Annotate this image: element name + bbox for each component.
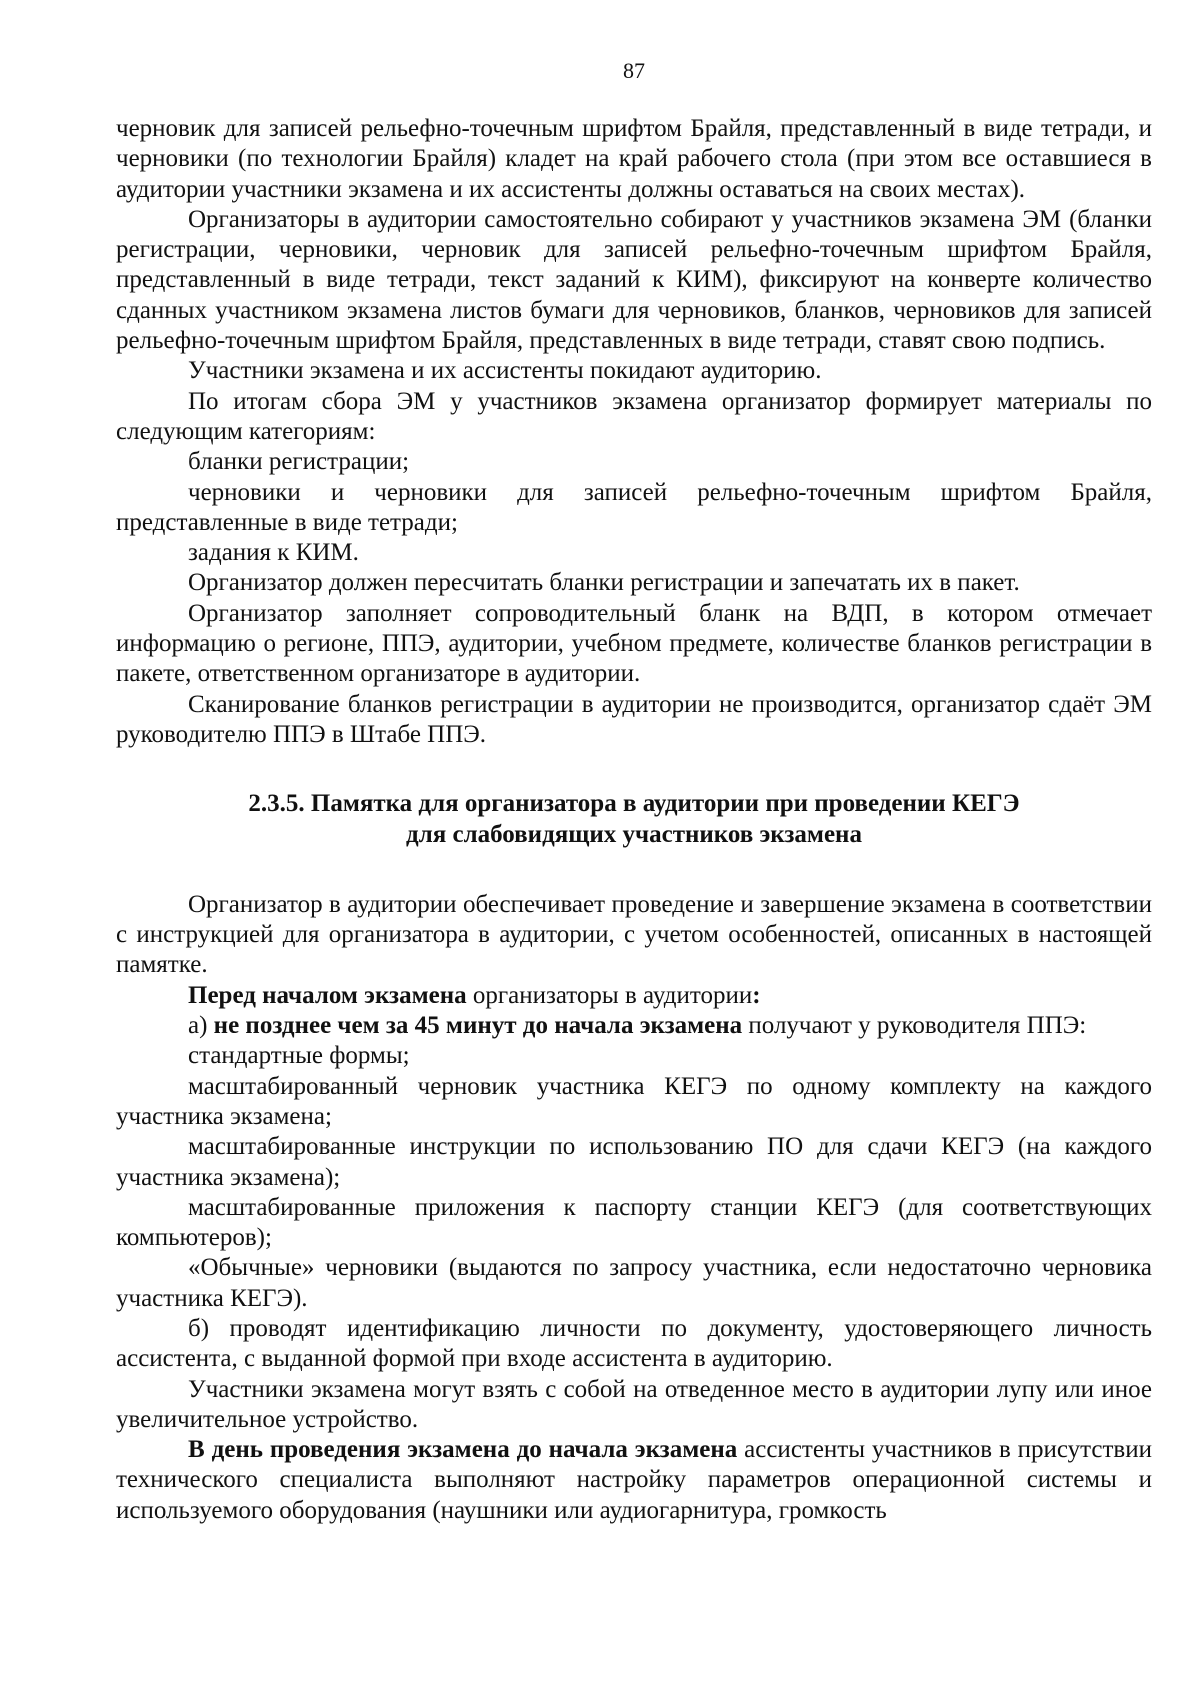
list-item: задания к КИМ. [188,539,359,567]
paragraph [116,1435,1152,1526]
section-heading-line: 2.3.5. Памятка для организатора в аудитории при проведении КЕГЭ [248,790,1020,818]
bold-phrase: Перед началом экзамена [188,981,467,1009]
paragraph: Участники экзамена и их ассистенты покидают аудиторию. [188,357,822,385]
paragraph [116,981,1152,1011]
section-heading [116,789,1152,850]
section-heading-line: для слабовидящих участников экзамена [406,820,862,848]
paragraph: Участники экзамена могут взять с собой на отведенное место в аудитории лупу или иное увеличительное устройство. [116,1375,1152,1433]
list-item: черновики и черновики для записей рельефно-точечным шрифтом Брайля, представленные в виде тетради; [116,478,1152,536]
bold-colon: : [752,981,761,1009]
paragraph: Организаторы в аудитории самостоятельно собирают у участников экзамена ЭМ (бланки регистрации, черновики, черновик для записей рельефно-точечным шрифтом Брайля, представленный в виде тетради, текст заданий к КИМ), фиксируют на конверте количество сданных участником экзамена листов бумаги для черновиков, бланков, черновиков для записей рельефно-точечным шрифтом Брайля, представленных в виде тетради, ставят свою подпись. [116,205,1152,355]
text-span: получают у руководителя ППЭ: [742,1012,1087,1040]
page-content [116,58,1152,1526]
list-item: масштабированный черновик участника КЕГЭ по одному комплекту на каждого участника экзамена; [116,1072,1152,1130]
list-item: масштабированные инструкции по использованию ПО для сдачи КЕГЭ (на каждого участника экзамена); [116,1133,1152,1191]
bold-phrase: В день проведения экзамена до начала экзамена [188,1436,738,1464]
paragraph: Организатор заполняет сопроводительный бланк на ВДП, в котором отмечает информацию о регионе, ППЭ, аудитории, учебном предмете, количестве бланков регистрации в пакете, ответственном организаторе в аудитории. [116,599,1152,688]
bold-phrase: не позднее чем за 45 минут до начала экзамена [213,1012,743,1040]
paragraph: По итогам сбора ЭМ у участников экзамена организатор формирует материалы по следующим категориям: [116,387,1152,445]
list-item [116,1011,1152,1041]
paragraph: Организатор должен пересчитать бланки регистрации и запечатать их в пакет. [188,569,1020,597]
page-number: 87 [623,58,645,83]
text-span: а) [188,1012,214,1040]
paragraph: Организатор в аудитории обеспечивает проведение и завершение экзамена в соответствии с инструкцией для организатора в аудитории, с учетом особенностей, описанных в настоящей памятке. [116,890,1152,979]
paragraph: Сканирование бланков регистрации в аудитории не производится, организатор сдаёт ЭМ руководителю ППЭ в Штабе ППЭ. [116,690,1152,748]
paragraph: черновик для записей рельефно-точечным шрифтом Брайля, представленный в виде тетради, и черновики (по технологии Брайля) кладет на край рабочего стола (при этом все оставшиеся в аудитории участники экзамена и их ассистенты должны оставаться на своих местах). [116,115,1152,203]
list-item: бланки регистрации; [188,448,410,476]
list-item: масштабированные приложения к паспорту станции КЕГЭ (для соответствующих компьютеров); [116,1193,1152,1252]
text-span: организаторы в аудитории [466,981,753,1009]
list-item: «Обычные» черновики (выдаются по запросу участника, если недостаточно черновика участника КЕГЭ). [116,1254,1152,1312]
paragraph: б) проводят идентификацию личности по документу, удостоверяющего личность ассистента, с выданной формой при входе ассистента в аудиторию. [116,1314,1152,1373]
list-item: стандартные формы; [188,1042,410,1070]
text-span: ассистенты участников в присутствии технического специалиста выполняют настройку параметров операционной системы и используемого оборудования (наушники или аудиогарнитура, громкость [116,1436,1152,1524]
